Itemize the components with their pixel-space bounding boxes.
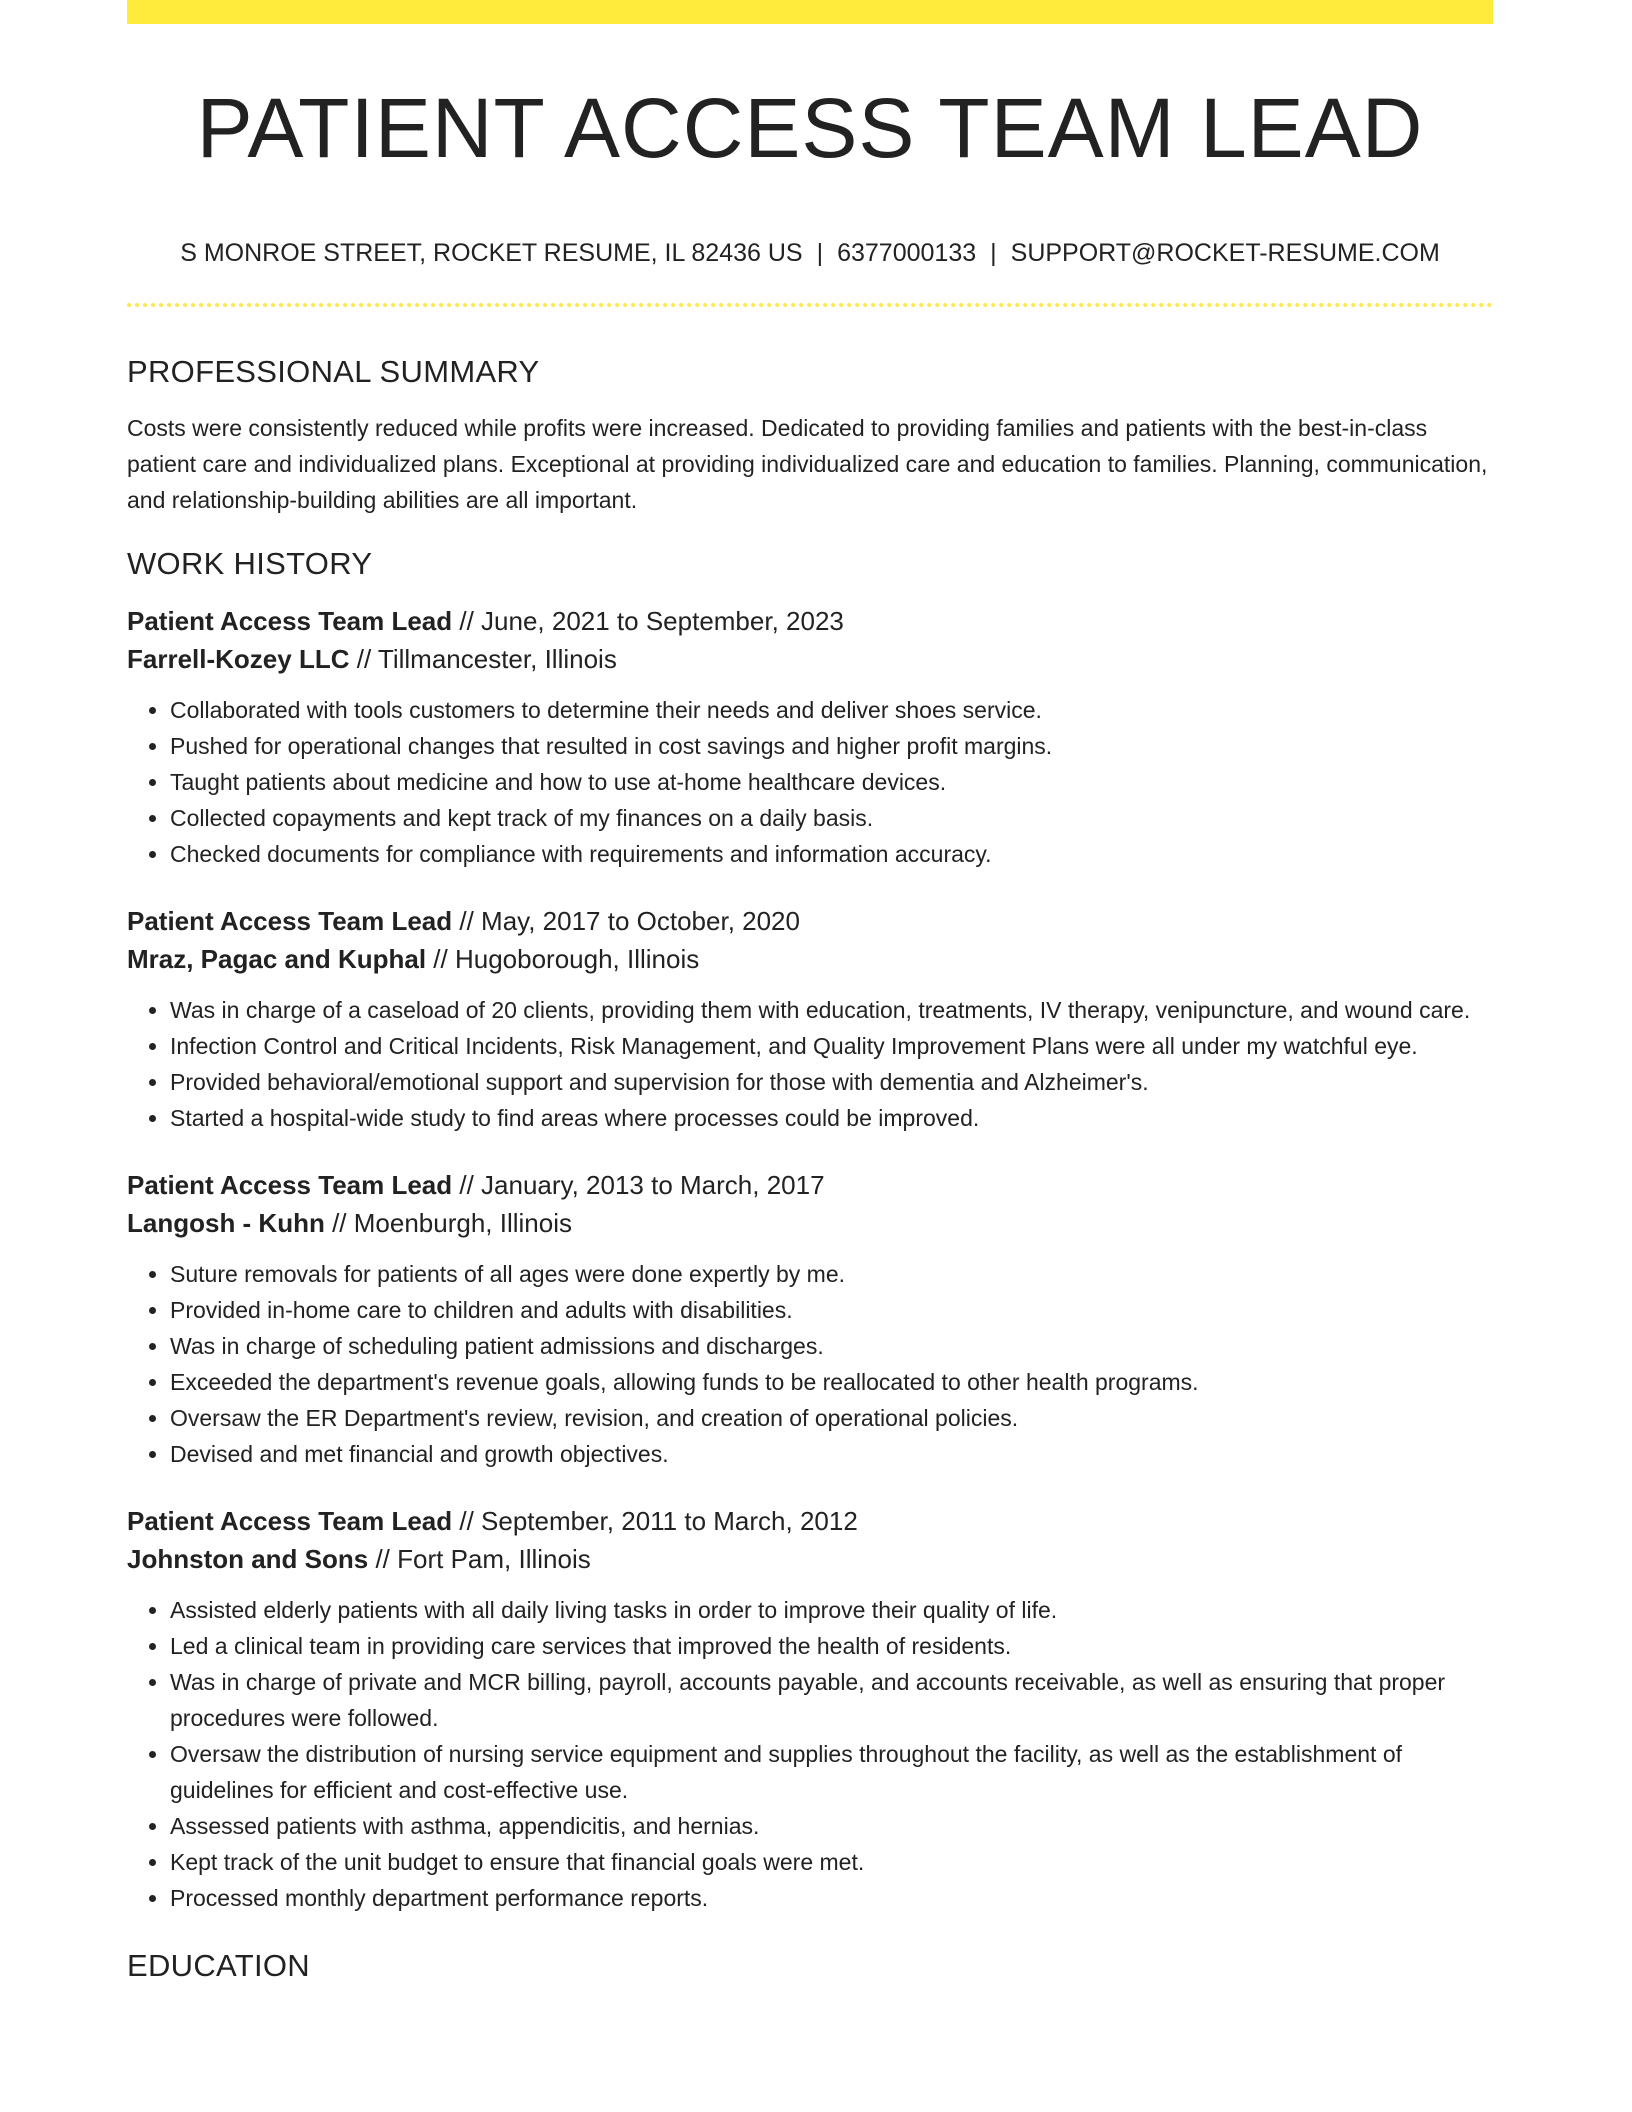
summary-heading: PROFESSIONAL SUMMARY [127, 354, 540, 389]
job-dates: // January, 2013 to March, 2017 [452, 1170, 825, 1200]
list-item: • Oversaw the distribution of nursing service equipment and supplies throughout the facility, as well as the establishment of guidelines for efficient and cost-effective use. [170, 1736, 1493, 1808]
job-company: Farrell-Kozey LLC [127, 644, 350, 674]
accent-top-bar [127, 0, 1493, 24]
page-title: PATIENT ACCESS TEAM LEAD [196, 81, 1424, 175]
contact-separator: | [816, 239, 824, 267]
job-company: Mraz, Pagac and Kuphal [127, 944, 427, 974]
list-item: • Oversaw the ER Department's review, revision, and creation of operational policies. [170, 1400, 1493, 1436]
list-item: • Collected copayments and kept track of my finances on a daily basis. [170, 800, 1493, 836]
job-entry [127, 902, 1493, 1136]
job-title-line [127, 1502, 1493, 1540]
resume-content [127, 352, 1493, 1986]
work-history-heading: WORK HISTORY [127, 546, 373, 581]
contact-line [127, 236, 1493, 270]
job-title-line [127, 602, 1493, 640]
list-item: • Collaborated with tools customers to determine their needs and deliver shoes service. [170, 692, 1493, 728]
list-item: • Led a clinical team in providing care services that improved the health of residents. [170, 1628, 1493, 1664]
job-entry [127, 1502, 1493, 1916]
job-company: Langosh - Kuhn [127, 1208, 325, 1238]
job-dates: // May, 2017 to October, 2020 [452, 906, 800, 936]
dotted-divider [127, 303, 1493, 307]
list-item: • Provided in-home care to children and adults with disabilities. [170, 1292, 1493, 1328]
list-item: • Taught patients about medicine and how to use at-home healthcare devices. [170, 764, 1493, 800]
job-company-line [127, 640, 1493, 678]
email: SUPPORT@ROCKET-RESUME.COM [1010, 239, 1440, 267]
job-entry [127, 1166, 1493, 1472]
job-location: // Moenburgh, Illinois [324, 1208, 572, 1238]
job-company-line [127, 1540, 1493, 1578]
job-title-line [127, 1166, 1493, 1204]
list-item: • Pushed for operational changes that resulted in cost savings and higher profit margins. [170, 728, 1493, 764]
job-title: Patient Access Team Lead [127, 906, 453, 936]
contact-separator: | [990, 239, 997, 267]
job-entry [127, 602, 1493, 872]
work-history-list [127, 602, 1493, 1916]
list-item: • Was in charge of private and MCR billing, payroll, accounts payable, and accounts receivable, as well as ensuring that proper procedures were followed. [170, 1664, 1493, 1736]
job-company-line [127, 940, 1493, 978]
phone: 6377000133 [837, 239, 977, 267]
list-item: • Started a hospital-wide study to find areas where processes could be improved. [170, 1100, 1493, 1136]
list-item: • Suture removals for patients of all ages were done expertly by me. [170, 1256, 1493, 1292]
job-title: Patient Access Team Lead [127, 606, 453, 636]
job-company: Johnston and Sons [127, 1544, 369, 1574]
job-company-line [127, 1204, 1493, 1242]
list-item: • Assessed patients with asthma, appendicitis, and hernias. [170, 1808, 1493, 1844]
job-bullet-list [127, 992, 1493, 1136]
address: S MONROE STREET, ROCKET RESUME, IL 82436 US [180, 239, 803, 267]
education-heading: EDUCATION [127, 1948, 310, 1983]
job-title: Patient Access Team Lead [127, 1506, 453, 1536]
job-title-line [127, 902, 1493, 940]
list-item: • Devised and met financial and growth objectives. [170, 1436, 1493, 1472]
job-dates: // September, 2011 to March, 2012 [452, 1506, 858, 1536]
list-item: • Was in charge of scheduling patient admissions and discharges. [170, 1328, 1493, 1364]
job-bullet-list [127, 1256, 1493, 1472]
list-item: • Infection Control and Critical Incidents, Risk Management, and Quality Improvement Plans were all under my watchful eye. [170, 1028, 1493, 1064]
list-item: • Exceeded the department's revenue goals, allowing funds to be reallocated to other health programs. [170, 1364, 1493, 1400]
job-bullet-list [127, 1592, 1493, 1916]
list-item: • Was in charge of a caseload of 20 clients, providing them with education, treatments, IV therapy, venipuncture, and wound care. [170, 992, 1493, 1028]
list-item: • Kept track of the unit budget to ensure that financial goals were met. [170, 1844, 1493, 1880]
job-location: // Tillmancester, Illinois [349, 644, 617, 674]
job-title: Patient Access Team Lead [127, 1170, 453, 1200]
list-item: • Processed monthly department performance reports. [170, 1880, 1493, 1916]
job-bullet-list [127, 692, 1493, 872]
job-location: // Fort Pam, Illinois [368, 1544, 591, 1574]
summary-text: Costs were consistently reduced while profits were increased. Dedicated to providing families and patients with the best-in-class patient care and individualized plans. Exceptional at providing individualized care and education to families. Planning, communication, and relationship-building abilities are all important. [127, 415, 1488, 513]
resume-page [127, 0, 1493, 2112]
job-location: // Hugoborough, Illinois [426, 944, 700, 974]
job-dates: // June, 2021 to September, 2023 [452, 606, 844, 636]
list-item: • Checked documents for compliance with requirements and information accuracy. [170, 836, 1493, 872]
list-item: • Provided behavioral/emotional support and supervision for those with dementia and Alzheimer's. [170, 1064, 1493, 1100]
list-item: • Assisted elderly patients with all daily living tasks in order to improve their quality of life. [170, 1592, 1493, 1628]
